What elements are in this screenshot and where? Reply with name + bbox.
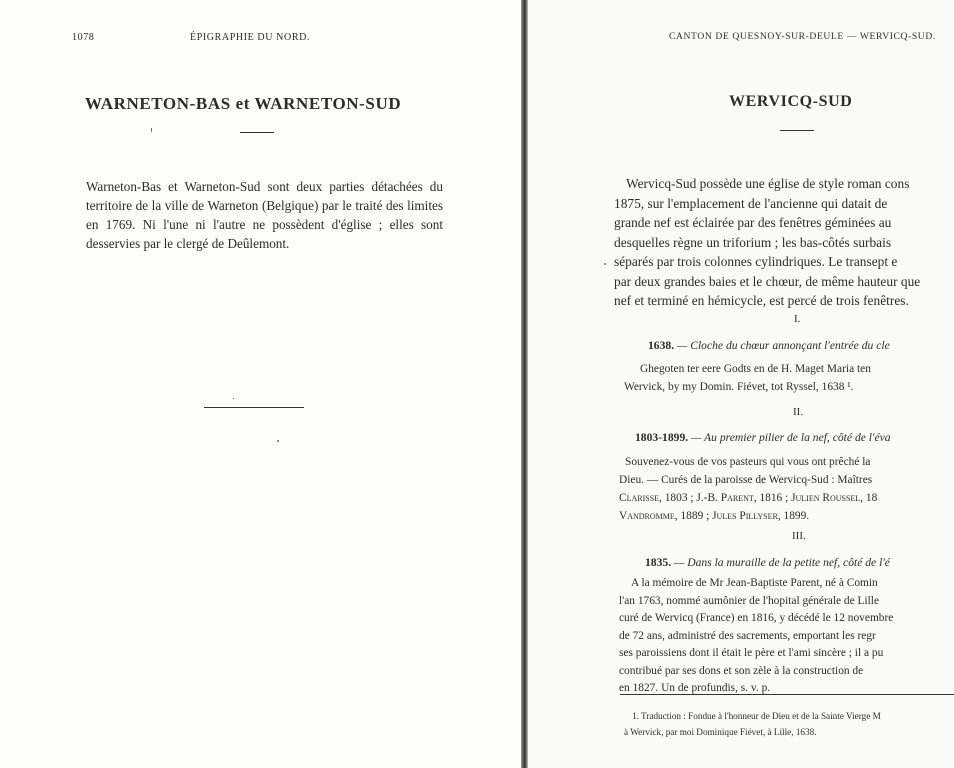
page-number: 1078: [72, 32, 95, 43]
speck: [604, 263, 606, 265]
inscription: [624, 360, 871, 396]
paragraph-line: nef et terminé en hémicycle, est percé de trois fenêtres.: [614, 293, 909, 308]
inscription-line: Vandromme, 1889 ; Jules Pillyser, 1899.: [619, 510, 810, 522]
section-numeral: III.: [792, 530, 806, 542]
speck: [233, 398, 234, 399]
paragraph-line: 1875, sur l'emplacement de l'ancienne qui datait de: [614, 195, 888, 211]
inscription-line: Dieu. — Curés de la paroisse de Wervicq-Sud : Maîtres: [619, 474, 873, 486]
book-gutter: [521, 0, 528, 768]
paragraph-line: territoire de la ville de Warneton (Belgique) par le traité des limites: [86, 198, 443, 213]
entry-heading: — Cloche du chœur annonçant l'entrée du cle: [677, 339, 890, 352]
footnote-line: à Wervick, par moi Dominique Fiévet, à Lille, 1638.: [624, 727, 817, 737]
entry-date: 1835.: [645, 556, 672, 569]
title-rule: [780, 130, 814, 131]
footnote: [624, 708, 881, 740]
intro-paragraph: [86, 177, 443, 253]
section-entry: [645, 556, 890, 569]
page-title: WERVICQ-SUD: [729, 93, 853, 110]
paragraph-line: Warneton-Bas et Warneton-Sud sont deux parties détachées du: [86, 179, 443, 194]
running-head: CANTON DE QUESNOY-SUR-DEULE — WERVICQ-SUD.: [669, 31, 936, 42]
footnote-rule: [620, 694, 954, 695]
inscription-line: Wervick, by my Domin. Fiévet, tot Ryssel, 1638 ¹.: [624, 381, 854, 393]
paragraph-line: séparés par trois colonnes cylindriques. Le transept e: [614, 254, 898, 269]
inscription-line: curé de Wervicq (France) en 1816, y décédé le 12 novembre: [619, 612, 894, 624]
paragraph-line: grande nef est éclairée par des fenêtres géminées au: [614, 215, 892, 230]
speck: [151, 128, 152, 132]
paragraph-line: desquelles règne un triforium ; les bas-côtés surbais: [614, 234, 892, 250]
inscription-line: en 1827. Un de profundis, s. v. p.: [619, 682, 771, 694]
inscription-line: A la mémoire de Mr Jean-Baptiste Parent, né à Comin: [631, 577, 878, 589]
inscription-line: ses paroissiens dont il était le père et l'ami sincère ; il a pu: [619, 647, 884, 659]
entry-date: 1638.: [648, 339, 675, 352]
inscription-line: Clarisse, 1803 ; J.-B. Parent, 1816 ; Julien Roussel, 18: [619, 492, 878, 504]
section-numeral: II.: [793, 406, 804, 418]
intro-paragraph: [614, 174, 920, 311]
right-page: [528, 0, 954, 768]
paragraph-line: en 1769. Ni l'une ni l'autre ne possèdent d'église ; elles sont: [86, 217, 443, 232]
inscription-line: de 72 ans, administré des sacrements, emportant les regr: [619, 629, 876, 642]
paragraph-line: desservies par le clergé de Deûlemont.: [86, 236, 290, 251]
entry-heading: — Dans la muraille de la petite nef, côté de l'é: [674, 556, 890, 569]
inscription-line: Ghegoten ter eere Godts en de H. Maget Maria ten: [640, 363, 871, 375]
inscription-line: l'an 1763, nommé aumônier de l'hopital générale de Lille: [619, 594, 879, 607]
running-head: ÉPIGRAPHIE DU NORD.: [190, 32, 311, 43]
section-numeral: I.: [794, 313, 801, 325]
page-title: WARNETON-BAS et WARNETON-SUD: [85, 94, 402, 113]
inscription-line: contribué par ses dons et son zèle à la construction de: [619, 664, 864, 677]
section-entry: [635, 431, 891, 444]
section-entry: [648, 339, 890, 352]
inscription: [619, 575, 893, 698]
entry-heading: — Au premier pilier de la nef, côté de l'éva: [691, 431, 891, 444]
title-rule: [240, 132, 274, 133]
inscription-line: Souvenez-vous de vos pasteurs qui vous ont prêché la: [625, 456, 871, 468]
paragraph-line: par deux grandes baies et le chœur, de même hauteur que: [614, 273, 921, 289]
entry-date: 1803-1899.: [635, 431, 689, 444]
speck: [277, 440, 279, 442]
end-rule: [204, 407, 304, 408]
paragraph-line: Wervicq-Sud possède une église de style roman cons: [626, 176, 910, 191]
footnote-line: 1. Traduction : Fondue à l'honneur de Dieu et de la Sainte Vierge M: [632, 711, 881, 721]
inscription: [619, 453, 877, 525]
